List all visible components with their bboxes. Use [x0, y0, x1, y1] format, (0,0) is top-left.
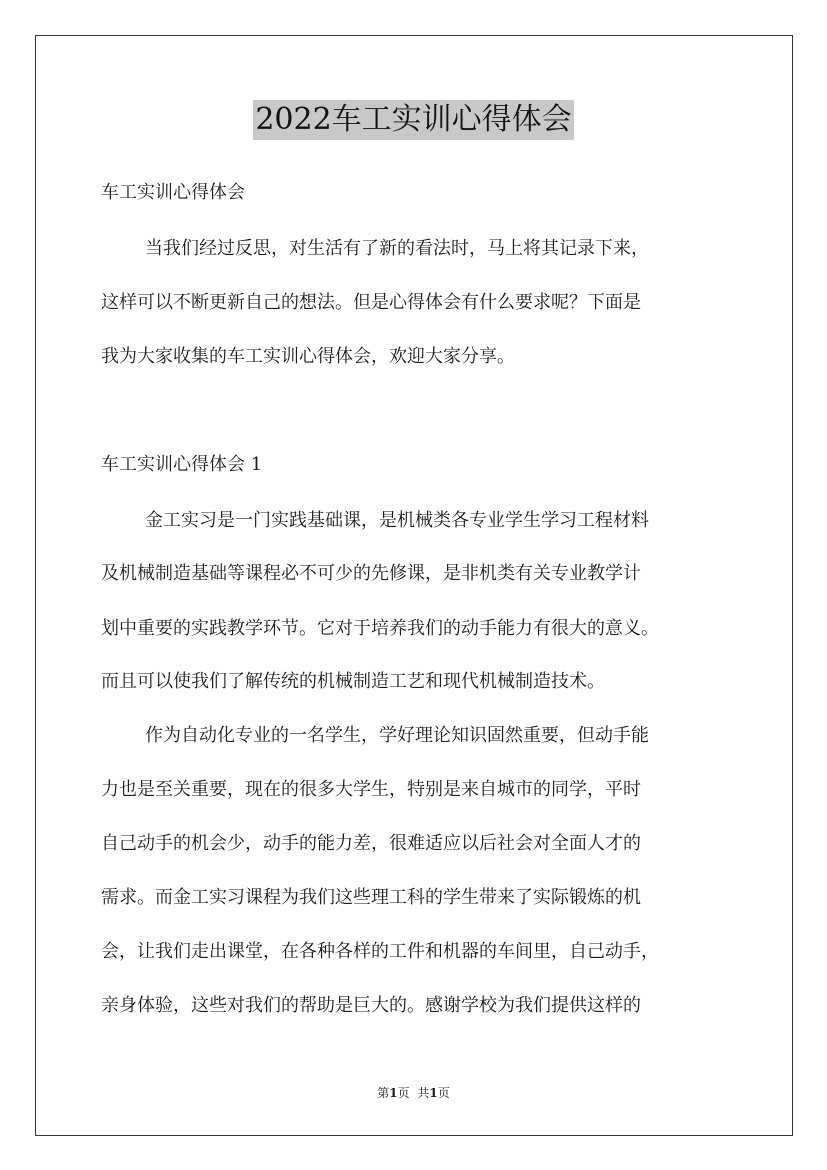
paragraph-line: 会，让我们走出课堂，在各种各样的工件和机器的车间里，自己动手，	[101, 941, 659, 962]
paragraph-line: 划中重要的实践教学环节。它对于培养我们的动手能力有很大的意义。	[101, 618, 659, 639]
paragraph-line: 我为大家收集的车工实训心得体会，欢迎大家分享。	[101, 346, 515, 367]
footer-total-suffix: 页	[437, 1086, 450, 1100]
footer-page-number: 1	[389, 1086, 398, 1100]
section-heading: 车工实训心得体会	[101, 182, 245, 203]
footer-total-number: 1	[429, 1086, 438, 1100]
paragraph-line: 亲身体验，这些对我们的帮助是巨大的。感谢学校为我们提供这样的	[101, 995, 641, 1016]
paragraph-line: 金工实习是一门实践基础课，是机械类各专业学生学习工程材料	[145, 510, 649, 531]
footer-page-prefix: 第	[377, 1086, 390, 1100]
paragraph-line: 而且可以使我们了解传统的机械制造工艺和现代机械制造技术。	[101, 671, 605, 692]
title-container	[0, 100, 827, 140]
paragraph-line: 作为自动化专业的一名学生，学好理论知识固然重要，但动手能	[145, 725, 649, 746]
paragraph-line: 需求。而金工实习课程为我们这些理工科的学生带来了实际锻炼的机	[101, 887, 641, 908]
paragraph-line: 自己动手的机会少，动手的能力差，很难适应以后社会对全面人才的	[101, 833, 641, 854]
document-title: 2022车工实训心得体会	[253, 100, 573, 140]
footer-total-prefix: 共	[417, 1086, 430, 1100]
section-heading: 车工实训心得体会 1	[101, 454, 263, 475]
paragraph-line: 这样可以不断更新自己的想法。但是心得体会有什么要求呢？下面是	[101, 292, 641, 313]
paragraph-line: 力也是至关重要，现在的很多大学生，特别是来自城市的同学，平时	[101, 779, 641, 800]
footer-page-suffix: 页	[397, 1086, 410, 1100]
paragraph-line: 及机械制造基础等课程必不可少的先修课，是非机类有关专业教学计	[101, 563, 641, 584]
page-footer	[0, 1085, 827, 1101]
paragraph-line: 当我们经过反思，对生活有了新的看法时，马上将其记录下来，	[145, 238, 649, 259]
